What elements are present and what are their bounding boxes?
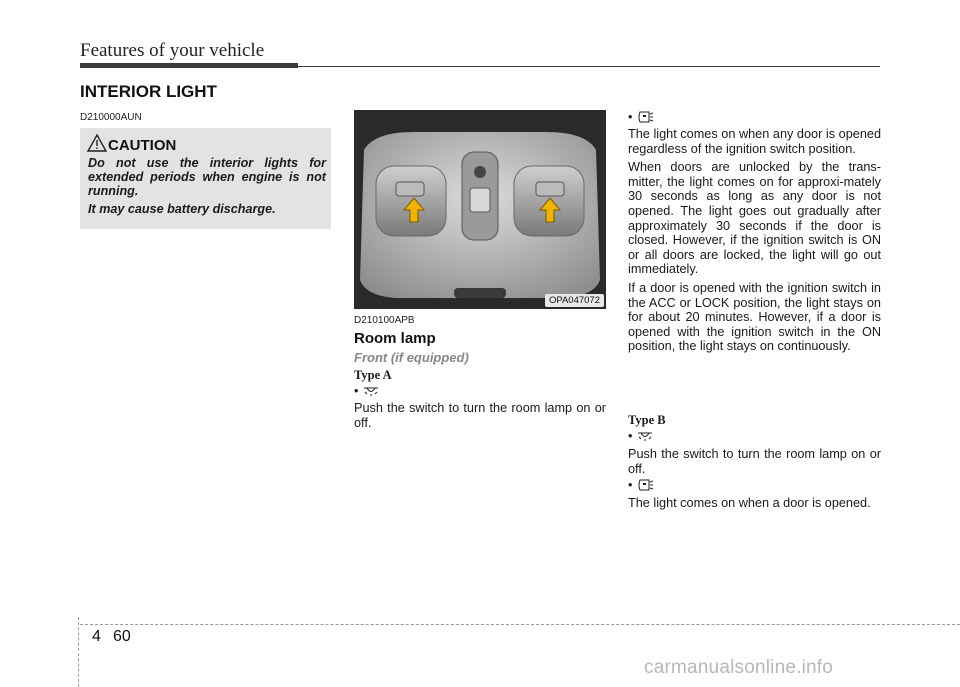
room-lamp-subtitle: Front (if equipped): [354, 350, 469, 365]
caution-line-2: It may cause battery discharge.: [88, 202, 276, 216]
caution-text: [88, 156, 326, 220]
header-rule-thin: [298, 66, 880, 67]
caution-line-1: Do not use the interior lights for extended periods when engine is not running.: [88, 156, 326, 198]
caution-box: [80, 128, 331, 229]
console-photo: [354, 110, 606, 309]
type-b-text-1: Push the switch to turn the room lamp on or off.: [628, 447, 881, 476]
type-a-label: Type A: [354, 368, 392, 382]
section-title: INTERIOR LIGHT: [80, 82, 217, 101]
photo-caption: OPA047072: [545, 294, 604, 307]
header-rule-thick: [80, 63, 298, 68]
section-code: D210000AUN: [80, 112, 142, 123]
door-lamp-icon: [636, 478, 654, 492]
overhead-console-illustration: [354, 110, 606, 309]
room-lamp-icon: [362, 385, 380, 397]
door-bullet-1: •: [628, 110, 654, 124]
type-a-text: Push the switch to turn the room lamp on or off.: [354, 401, 606, 430]
caution-title: CAUTION: [108, 137, 177, 154]
room-lamp-icon: [636, 430, 654, 442]
type-b-label: Type B: [628, 413, 666, 427]
right-column-text: The light comes on when any door is opened regardless of the ignition switch position. When doors are unlocked by the trans-mitter, the light comes on for approxi-mately 30 seconds as long as any door is not opened. The light goes out gradually after approximately 30 seconds if the door is closed. However, if the ignition switch is ON or all doors are locked, the light will go out immediately. If a door is opened with the ignition switch in the ACC or LOCK position, the light stays on for about 20 minutes. However, if a door is opened with the ignition switch in the ON position, the light stays on continuously.: [628, 127, 881, 354]
footer-rule-horizontal: [80, 624, 960, 625]
type-a-bullet: •: [354, 384, 380, 398]
watermark: carmanualsonline.info: [644, 657, 834, 678]
footer-rule-vertical: [78, 617, 80, 687]
header-title: Features of your vehicle: [80, 40, 265, 61]
page-number: 60: [113, 628, 131, 645]
type-b-bullet-1: •: [628, 429, 654, 443]
door-lamp-icon: [636, 110, 654, 124]
room-lamp-code: D210100APB: [354, 315, 415, 326]
room-lamp-title: Room lamp: [354, 330, 436, 347]
chapter-number: 4: [92, 628, 101, 645]
type-b-text-2: The light comes on when a door is opened.: [628, 496, 871, 510]
type-b-bullet-2: •: [628, 478, 654, 492]
warning-triangle-icon: [86, 133, 108, 153]
